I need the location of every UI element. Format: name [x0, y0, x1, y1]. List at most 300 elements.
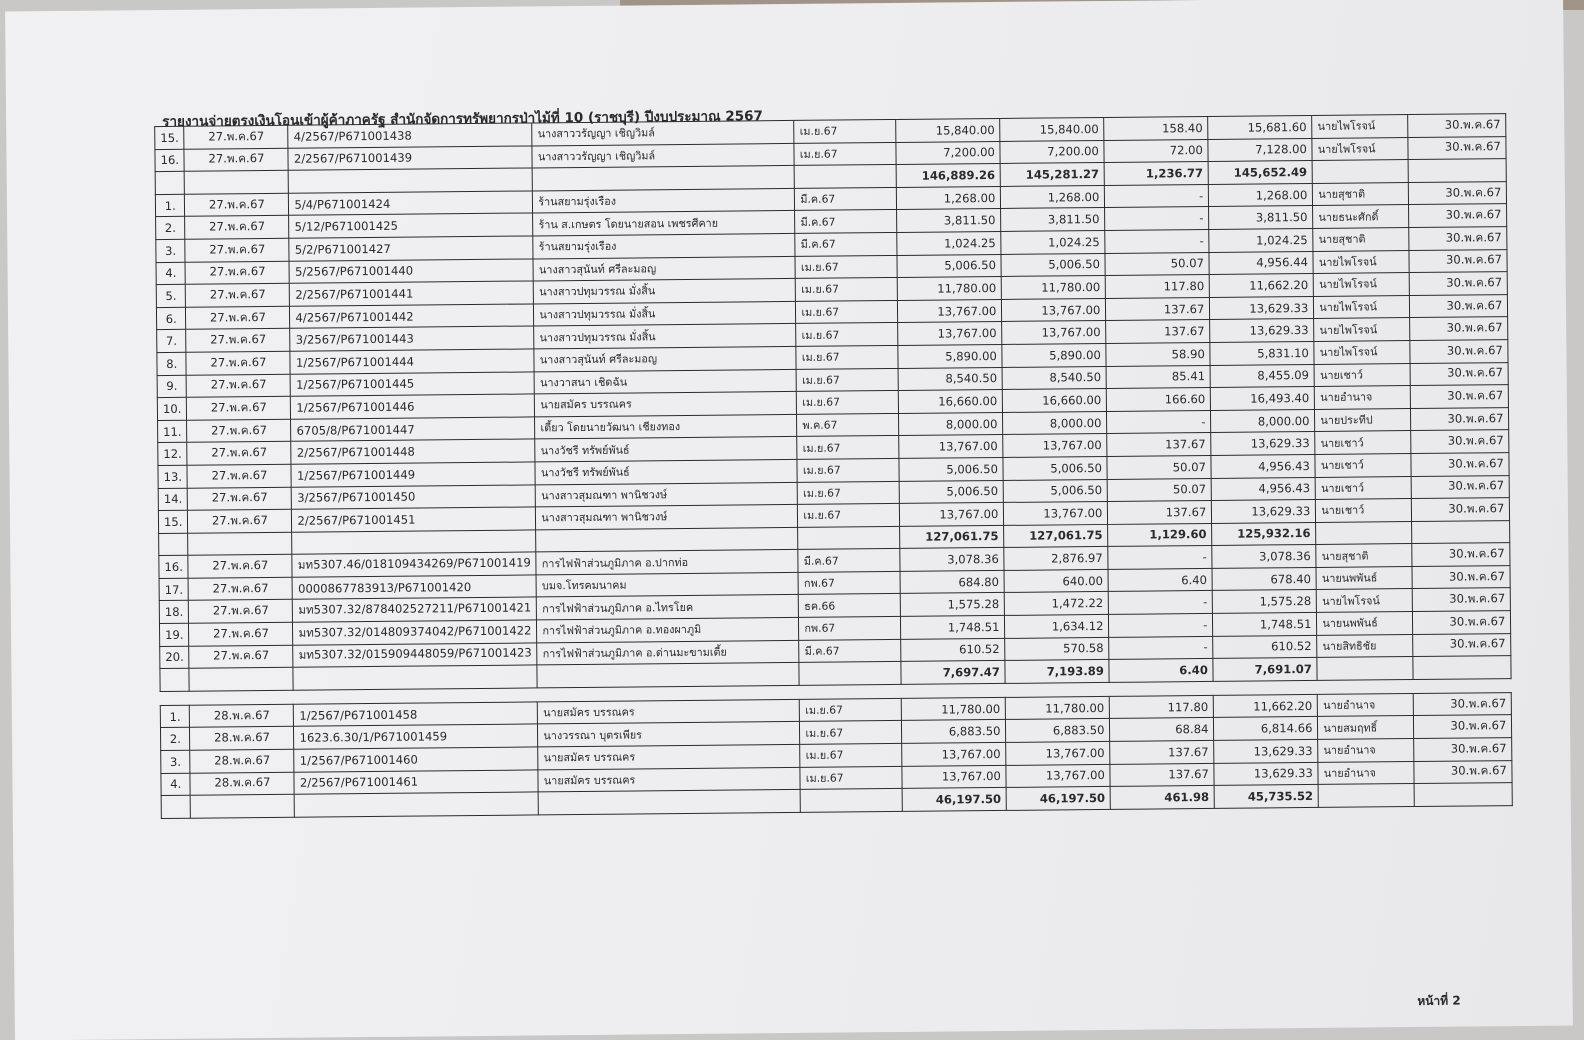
billing-month-cell: เม.ย.67	[800, 721, 902, 745]
withholding-tax-cell: -	[1109, 613, 1213, 637]
paid-amount-cell: 4,956.43	[1211, 454, 1315, 478]
gross-amount-cell: 1,024.25	[897, 231, 1001, 255]
reference-number-cell: มท5307.32/014809374042/P671001422	[293, 620, 537, 645]
subtotal-transfer-date-cell	[185, 170, 289, 194]
gross-amount-cell: 684.80	[900, 570, 1004, 594]
net-amount-cell: 11,780.00	[1002, 276, 1106, 300]
gross-amount-cell: 5,006.50	[899, 457, 1003, 481]
row-number-cell: 6.	[156, 307, 186, 330]
transfer-date-cell: 27.พ.ค.67	[184, 148, 288, 172]
gross-amount-cell: 1,748.51	[901, 615, 1005, 639]
reference-number-cell: 5/4/P671001424	[289, 191, 533, 216]
gross-amount-cell: 1,575.28	[901, 593, 1005, 617]
billing-month-cell: เม.ย.67	[794, 119, 896, 143]
subtotal-withholding-tax-cell: 6.40	[1109, 659, 1213, 683]
reference-number-cell: 5/12/P671001425	[289, 213, 533, 238]
transfer-date-cell: 27.พ.ค.67	[185, 261, 289, 285]
officer-name-cell: นายไพโรจน์	[1314, 295, 1410, 319]
reference-number-cell: 4/2567/P671001438	[288, 123, 532, 148]
payment-table	[154, 113, 1513, 819]
billing-month-cell: มี.ค.67	[795, 232, 897, 256]
payment-date-cell: 30.พ.ค.67	[1413, 633, 1511, 657]
payment-date-cell: 30.พ.ค.67	[1412, 543, 1510, 567]
payment-date-cell: 30.พ.ค.67	[1414, 760, 1512, 784]
subtotal-reference-number-cell	[292, 530, 536, 555]
withholding-tax-cell: 50.07	[1107, 455, 1211, 479]
net-amount-cell: 5,006.50	[1001, 253, 1105, 277]
subtotal-net-amount-cell: 145,281.27	[1000, 163, 1104, 187]
reference-number-cell: 1/2567/P671001444	[290, 349, 534, 374]
vendor-name-cell: นางสาวสุมณฑา พานิชวงษ์	[536, 482, 798, 507]
subtotal-payment-date-cell	[1413, 656, 1511, 680]
vendor-name-cell: นางวัชรี ทรัพย์พันธ์	[535, 437, 797, 462]
payment-date-cell: 30.พ.ค.67	[1410, 317, 1508, 341]
withholding-tax-cell: -	[1105, 207, 1209, 231]
subtotal-officer-name-cell	[1317, 657, 1413, 681]
withholding-tax-cell: -	[1109, 636, 1213, 660]
officer-name-cell: นายเชาว์	[1316, 499, 1412, 523]
transfer-date-cell: 27.พ.ค.67	[187, 419, 291, 443]
subtotal-vendor-name-cell	[539, 790, 801, 815]
reference-number-cell: มท5307.46/018109434269/P671001419	[292, 552, 536, 577]
gross-amount-cell: 610.52	[901, 638, 1005, 662]
transfer-date-cell: 27.พ.ค.67	[186, 329, 290, 353]
payment-date-cell: 30.พ.ค.67	[1410, 294, 1508, 318]
subtotal-officer-name-cell	[1316, 521, 1412, 545]
billing-month-cell: เม.ย.67	[797, 391, 899, 415]
payment-date-cell: 30.พ.ค.67	[1408, 114, 1506, 138]
payment-date-cell: 30.พ.ค.67	[1413, 611, 1511, 635]
subtotal-gross-amount-cell: 127,061.75	[900, 525, 1004, 549]
row-number-cell: 5.	[156, 284, 186, 307]
withholding-tax-cell: 137.67	[1110, 740, 1214, 764]
transfer-date-cell: 28.พ.ค.67	[190, 772, 294, 796]
net-amount-cell: 1,472.22	[1005, 592, 1109, 616]
transfer-date-cell: 28.พ.ค.67	[190, 704, 294, 728]
subtotal-withholding-tax-cell: 1,129.60	[1108, 523, 1212, 547]
billing-month-cell: มี.ค.67	[799, 639, 901, 663]
withholding-tax-cell: -	[1108, 546, 1212, 570]
row-number-cell: 8.	[157, 352, 187, 375]
net-amount-cell: 8,540.50	[1002, 366, 1106, 390]
reference-number-cell: 2/2567/P671001439	[288, 146, 532, 171]
subtotal-row-number-cell	[161, 795, 191, 818]
gross-amount-cell: 3,078.36	[900, 548, 1004, 572]
payment-date-cell: 30.พ.ค.67	[1411, 385, 1509, 409]
payment-date-cell: 30.พ.ค.67	[1412, 565, 1510, 589]
gross-amount-cell: 5,006.50	[897, 254, 1001, 278]
transfer-date-cell: 27.พ.ค.67	[188, 509, 292, 533]
subtotal-reference-number-cell	[293, 665, 537, 690]
officer-name-cell: นายเชาว์	[1314, 363, 1410, 387]
paid-amount-cell: 6,814.66	[1214, 717, 1318, 741]
payment-date-cell: 30.พ.ค.67	[1409, 204, 1507, 228]
report-title: รายงานจ่ายตรงเงินโอนเข้าผู้ค้าภาครัฐ สำนักจัดการทรัพยากรป่าไม้ที่ 10 (ราชบุรี) ปีงบประมาณ 2567	[162, 108, 763, 130]
subtotal-gross-amount-cell: 146,889.26	[896, 164, 1000, 188]
officer-name-cell: นายสุชาติ	[1313, 182, 1409, 206]
subtotal-payment-date-cell	[1408, 159, 1506, 183]
subtotal-transfer-date-cell	[191, 794, 295, 818]
transfer-date-cell: 27.พ.ค.67	[187, 396, 291, 420]
vendor-name-cell: การไฟฟ้าส่วนภูมิภาค อ.ปากท่อ	[536, 550, 798, 575]
subtotal-net-amount-cell: 7,193.89	[1005, 660, 1109, 684]
withholding-tax-cell: 137.67	[1106, 297, 1210, 321]
subtotal-billing-month-cell	[798, 526, 900, 550]
billing-month-cell: มี.ค.67	[795, 187, 897, 211]
transfer-date-cell: 27.พ.ค.67	[188, 577, 292, 601]
row-number-cell: 3.	[161, 750, 191, 773]
net-amount-cell: 5,890.00	[1002, 343, 1106, 367]
transfer-date-cell: 27.พ.ค.67	[188, 555, 292, 579]
payment-date-cell: 30.พ.ค.67	[1411, 430, 1509, 454]
document-page	[5, 0, 1573, 1040]
withholding-tax-cell: -	[1105, 229, 1209, 253]
vendor-name-cell: นายสมัคร บรรณคร	[538, 744, 800, 769]
officer-name-cell: นายเชาว์	[1315, 453, 1411, 477]
reference-number-cell: มท5307.32/878402527211/P671001421	[293, 597, 537, 622]
reference-number-cell: 2/2567/P671001461	[294, 770, 538, 795]
withholding-tax-cell: 137.67	[1108, 501, 1212, 525]
reference-number-cell: 5/2/P671001427	[289, 236, 533, 261]
payment-date-cell: 30.พ.ค.67	[1410, 340, 1508, 364]
reference-number-cell: 1/2567/P671001446	[291, 394, 535, 419]
transfer-date-cell: 27.พ.ค.67	[187, 374, 291, 398]
net-amount-cell: 5,006.50	[1003, 456, 1107, 480]
vendor-name-cell: นางสาวสุนันท์ ศรีละมอญ	[533, 256, 795, 281]
subtotal-payment-date-cell	[1412, 520, 1510, 544]
billing-month-cell: มี.ค.67	[795, 210, 897, 234]
transfer-date-cell: 28.พ.ค.67	[190, 727, 294, 751]
reference-number-cell: มท5307.32/015909448059/P671001423	[293, 643, 537, 668]
officer-name-cell: นายสิทธิชัย	[1317, 634, 1413, 658]
net-amount-cell: 1,634.12	[1005, 614, 1109, 638]
officer-name-cell: นายอำนาจ	[1318, 761, 1414, 785]
paid-amount-cell: 678.40	[1212, 567, 1316, 591]
row-number-cell: 3.	[156, 239, 186, 262]
net-amount-cell: 7,200.00	[1000, 140, 1104, 164]
vendor-name-cell: นางสาววรัญญา เชิญวิมล์	[532, 143, 794, 168]
net-amount-cell: 1,268.00	[1001, 185, 1105, 209]
officer-name-cell: นายไพโรจน์	[1314, 273, 1410, 297]
officer-name-cell: นายธนะศักดิ์	[1313, 205, 1409, 229]
subtotal-billing-month-cell	[800, 789, 902, 813]
officer-name-cell: นายประทีป	[1315, 408, 1411, 432]
payment-date-cell: 30.พ.ค.67	[1409, 227, 1507, 251]
subtotal-paid-amount-cell: 45,735.52	[1214, 785, 1318, 809]
officer-name-cell: นายไพโรจน์	[1312, 115, 1408, 139]
paid-amount-cell: 16,493.40	[1211, 387, 1315, 411]
subtotal-paid-amount-cell: 125,932.16	[1212, 522, 1316, 546]
vendor-name-cell: นางสาวสุมณฑา พานิชวงษ์	[536, 505, 798, 530]
gross-amount-cell: 13,767.00	[898, 322, 1002, 346]
paid-amount-cell: 13,629.33	[1214, 739, 1318, 763]
net-amount-cell: 13,767.00	[1006, 741, 1110, 765]
net-amount-cell: 5,006.50	[1004, 479, 1108, 503]
net-amount-cell: 570.58	[1005, 637, 1109, 661]
paid-amount-cell: 5,831.10	[1210, 341, 1314, 365]
vendor-name-cell: นางวาสนา เชิดฉัน	[534, 369, 796, 394]
net-amount-cell: 2,876.97	[1004, 547, 1108, 571]
billing-month-cell: เม.ย.67	[795, 255, 897, 279]
vendor-name-cell: ร้าน ส.เกษตร โดยนายสอน เพชรศีคาย	[533, 211, 795, 236]
subtotal-reference-number-cell	[295, 792, 539, 817]
vendor-name-cell: ร้านสยามรุ่งเรือง	[533, 188, 795, 213]
paid-amount-cell: 1,268.00	[1209, 183, 1313, 207]
subtotal-reference-number-cell	[289, 168, 533, 193]
subtotal-paid-amount-cell: 145,652.49	[1208, 161, 1312, 185]
page-number: หน้าที่ 2	[1417, 993, 1461, 1008]
row-number-cell: 11.	[158, 420, 188, 443]
gross-amount-cell: 16,660.00	[899, 390, 1003, 414]
withholding-tax-cell: -	[1107, 410, 1211, 434]
billing-month-cell: พ.ค.67	[797, 413, 899, 437]
gross-amount-cell: 3,811.50	[897, 209, 1001, 233]
paid-amount-cell: 4,956.44	[1209, 251, 1313, 275]
paid-amount-cell: 11,662.20	[1214, 694, 1318, 718]
officer-name-cell: นายสุชาติ	[1313, 228, 1409, 252]
transfer-date-cell: 27.พ.ค.67	[186, 306, 290, 330]
subtotal-gross-amount-cell: 46,197.50	[902, 788, 1006, 812]
vendor-name-cell: การไฟฟ้าส่วนภูมิภาค อ.ไทรโยค	[537, 595, 799, 620]
gross-amount-cell: 8,000.00	[899, 412, 1003, 436]
paid-amount-cell: 15,681.60	[1208, 115, 1312, 139]
officer-name-cell: นายอำนาจ	[1318, 693, 1414, 717]
payment-date-cell: 30.พ.ค.67	[1414, 692, 1512, 716]
paid-amount-cell: 1,575.28	[1213, 590, 1317, 614]
reference-number-cell: 1/2567/P671001445	[291, 371, 535, 396]
withholding-tax-cell: 137.67	[1110, 763, 1214, 787]
withholding-tax-cell: 137.67	[1107, 433, 1211, 457]
gross-amount-cell: 13,767.00	[899, 435, 1003, 459]
gross-amount-cell: 11,780.00	[898, 277, 1002, 301]
transfer-date-cell: 27.พ.ค.67	[186, 283, 290, 307]
officer-name-cell: นายไพโรจน์	[1313, 250, 1409, 274]
officer-name-cell: นายสมฤทธิ์	[1318, 716, 1414, 740]
paid-amount-cell: 1,748.51	[1213, 613, 1317, 637]
payment-date-cell: 30.พ.ค.67	[1411, 452, 1509, 476]
vendor-name-cell: นายสมัคร บรรณคร	[538, 767, 800, 792]
paid-amount-cell: 8,000.00	[1211, 409, 1315, 433]
subtotal-paid-amount-cell: 7,691.07	[1213, 658, 1317, 682]
vendor-name-cell: นางสาววรัญญา เชิญวิมล์	[532, 120, 794, 145]
row-number-cell: 16.	[155, 149, 185, 172]
transfer-date-cell: 27.พ.ค.67	[189, 622, 293, 646]
transfer-date-cell: 27.พ.ค.67	[186, 351, 290, 375]
payment-date-cell: 30.พ.ค.67	[1414, 738, 1512, 762]
reference-number-cell: 4/2567/P671001442	[290, 304, 534, 329]
subtotal-row-number-cell	[159, 533, 189, 556]
paid-amount-cell: 3,811.50	[1209, 206, 1313, 230]
withholding-tax-cell: 137.67	[1106, 320, 1210, 344]
payment-date-cell: 30.พ.ค.67	[1411, 407, 1509, 431]
paid-amount-cell: 13,629.33	[1214, 762, 1318, 786]
billing-month-cell: เม.ย.67	[796, 345, 898, 369]
row-number-cell: 2.	[160, 728, 190, 751]
subtotal-billing-month-cell	[795, 165, 897, 189]
withholding-tax-cell: -	[1105, 184, 1209, 208]
paid-amount-cell: 3,078.36	[1212, 545, 1316, 569]
subtotal-net-amount-cell: 127,061.75	[1004, 524, 1108, 548]
officer-name-cell: นายอำนาจ	[1318, 739, 1414, 763]
reference-number-cell: 1/2567/P671001460	[294, 747, 538, 772]
net-amount-cell: 8,000.00	[1003, 411, 1107, 435]
transfer-date-cell: 27.พ.ค.67	[184, 125, 288, 149]
subtotal-gross-amount-cell: 7,697.47	[901, 661, 1005, 685]
gross-amount-cell: 13,767.00	[902, 765, 1006, 789]
paid-amount-cell: 13,629.33	[1212, 500, 1316, 524]
officer-name-cell: นายอำนาจ	[1315, 386, 1411, 410]
billing-month-cell: เม.ย.67	[800, 743, 902, 767]
withholding-tax-cell: 72.00	[1104, 139, 1208, 163]
vendor-name-cell: นางสาวปทุมวรรณ มั่งสิ้น	[534, 324, 796, 349]
billing-month-cell: เม.ย.67	[796, 323, 898, 347]
payment-date-cell: 30.พ.ค.67	[1412, 475, 1510, 499]
billing-month-cell: กพ.67	[799, 616, 901, 640]
officer-name-cell: นายไพโรจน์	[1317, 589, 1413, 613]
subtotal-withholding-tax-cell: 1,236.77	[1104, 162, 1208, 186]
transfer-date-cell: 27.พ.ค.67	[185, 238, 289, 262]
billing-month-cell: เม.ย.67	[797, 436, 899, 460]
officer-name-cell: นายสุชาติ	[1316, 544, 1412, 568]
vendor-name-cell: การไฟฟ้าส่วนภูมิภาค อ.ทองผาภูมิ	[537, 617, 799, 642]
withholding-tax-cell: 50.07	[1108, 478, 1212, 502]
billing-month-cell: เม.ย.67	[796, 278, 898, 302]
payment-table-body	[155, 114, 1513, 819]
billing-month-cell: เม.ย.67	[796, 368, 898, 392]
paid-amount-cell: 4,956.43	[1212, 477, 1316, 501]
reference-number-cell: 0000867783913/P671001420	[292, 575, 536, 600]
billing-month-cell: กพ.67	[798, 571, 900, 595]
billing-month-cell: เม.ย.67	[800, 698, 902, 722]
vendor-name-cell: นายสมัคร บรรณคร	[538, 699, 800, 724]
vendor-name-cell: นางสาวปทุมวรรณ มั่งสิ้น	[534, 279, 796, 304]
net-amount-cell: 640.00	[1004, 569, 1108, 593]
payment-date-cell: 30.พ.ค.67	[1409, 181, 1507, 205]
billing-month-cell: มี.ค.67	[798, 549, 900, 573]
gross-amount-cell: 8,540.50	[898, 367, 1002, 391]
withholding-tax-cell: 117.80	[1106, 275, 1210, 299]
reference-number-cell: 2/2567/P671001451	[292, 507, 536, 532]
row-number-cell: 15.	[158, 510, 188, 533]
transfer-date-cell: 27.พ.ค.67	[188, 487, 292, 511]
row-number-cell: 4.	[156, 262, 186, 285]
row-number-cell: 2.	[156, 217, 186, 240]
net-amount-cell: 6,883.50	[1006, 719, 1110, 743]
row-number-cell: 14.	[158, 488, 188, 511]
net-amount-cell: 11,780.00	[1006, 696, 1110, 720]
row-number-cell: 15.	[155, 126, 185, 149]
row-number-cell: 19.	[159, 623, 189, 646]
payment-date-cell: 30.พ.ค.67	[1412, 498, 1510, 522]
row-number-cell: 16.	[159, 556, 189, 579]
vendor-name-cell: บมจ.โทรคมนาคม	[536, 572, 798, 597]
billing-month-cell: เม.ย.67	[797, 458, 899, 482]
subtotal-row-number-cell	[155, 171, 185, 194]
transfer-date-cell: 27.พ.ค.67	[187, 464, 291, 488]
net-amount-cell: 13,767.00	[1004, 502, 1108, 526]
net-amount-cell: 13,767.00	[1003, 434, 1107, 458]
subtotal-transfer-date-cell	[189, 668, 293, 692]
withholding-tax-cell: 50.07	[1105, 252, 1209, 276]
payment-date-cell: 30.พ.ค.67	[1409, 249, 1507, 273]
row-number-cell: 9.	[157, 375, 187, 398]
withholding-tax-cell: 158.40	[1104, 116, 1208, 140]
officer-name-cell: นายนพพันธ์	[1316, 566, 1412, 590]
transfer-date-cell: 28.พ.ค.67	[190, 749, 294, 773]
subtotal-billing-month-cell	[799, 662, 901, 686]
reference-number-cell: 2/2567/P671001441	[290, 281, 534, 306]
paid-amount-cell: 13,629.33	[1210, 296, 1314, 320]
paid-amount-cell: 610.52	[1213, 635, 1317, 659]
transfer-date-cell: 27.พ.ค.67	[187, 442, 291, 466]
paid-amount-cell: 8,455.09	[1210, 364, 1314, 388]
billing-month-cell: ธค.66	[799, 594, 901, 618]
subtotal-vendor-name-cell	[533, 166, 795, 191]
vendor-name-cell: การไฟฟ้าส่วนภูมิภาค อ.ด่านมะขามเตี้ย	[537, 640, 799, 665]
paid-amount-cell: 7,128.00	[1208, 138, 1312, 162]
row-number-cell: 17.	[159, 578, 189, 601]
paid-amount-cell: 13,629.33	[1210, 319, 1314, 343]
gross-amount-cell: 13,767.00	[900, 503, 1004, 527]
transfer-date-cell: 27.พ.ค.67	[189, 645, 293, 669]
subtotal-withholding-tax-cell: 461.98	[1110, 786, 1214, 810]
row-number-cell: 10.	[157, 397, 187, 420]
gross-amount-cell: 13,767.00	[898, 299, 1002, 323]
payment-date-cell: 30.พ.ค.67	[1410, 362, 1508, 386]
subtotal-row-number-cell	[160, 669, 190, 692]
gross-amount-cell: 6,883.50	[902, 720, 1006, 744]
officer-name-cell: นายเชาว์	[1316, 476, 1412, 500]
row-number-cell: 4.	[161, 773, 191, 796]
officer-name-cell: นายไพโรจน์	[1312, 137, 1408, 161]
vendor-name-cell: นางสาวสุนันท์ ศรีละมอญ	[534, 346, 796, 371]
net-amount-cell: 15,840.00	[1000, 117, 1104, 141]
vendor-name-cell: นางสาวปทุมวรรณ มั่งสิ้น	[534, 301, 796, 326]
reference-number-cell: 2/2567/P671001448	[291, 439, 535, 464]
row-number-cell: 1.	[160, 705, 190, 728]
payment-date-cell: 30.พ.ค.67	[1414, 715, 1512, 739]
gross-amount-cell: 5,006.50	[900, 480, 1004, 504]
subtotal-officer-name-cell	[1318, 784, 1414, 808]
billing-month-cell: เม.ย.67	[798, 481, 900, 505]
subtotal-vendor-name-cell	[537, 663, 799, 688]
reference-number-cell: 5/2567/P671001440	[289, 259, 533, 284]
withholding-tax-cell: 58.90	[1106, 342, 1210, 366]
row-number-cell: 13.	[158, 465, 188, 488]
subtotal-officer-name-cell	[1312, 160, 1408, 184]
vendor-name-cell: เตี้ยว โดยนายวัฒนา เชียงทอง	[535, 414, 797, 439]
officer-name-cell: นายไพโรจน์	[1314, 340, 1410, 364]
reference-number-cell: 1/2567/P671001458	[294, 702, 538, 727]
row-number-cell: 20.	[160, 646, 190, 669]
vendor-name-cell: นางวรรณา บุตรเพียร	[538, 722, 800, 747]
gross-amount-cell: 11,780.00	[902, 697, 1006, 721]
reference-number-cell: 3/2567/P671001450	[292, 484, 536, 509]
transfer-date-cell: 27.พ.ค.67	[185, 193, 289, 217]
payment-date-cell: 30.พ.ค.67	[1413, 588, 1511, 612]
billing-month-cell: เม.ย.67	[800, 766, 902, 790]
withholding-tax-cell: 68.84	[1110, 718, 1214, 742]
vendor-name-cell: นายสมัคร บรรณคร	[535, 392, 797, 417]
row-number-cell: 7.	[157, 330, 187, 353]
withholding-tax-cell: 6.40	[1108, 568, 1212, 592]
subtotal-payment-date-cell	[1414, 783, 1512, 807]
gross-amount-cell: 1,268.00	[897, 186, 1001, 210]
officer-name-cell: นายนพพันธ์	[1317, 612, 1413, 636]
reference-number-cell: 6705/8/P671001447	[291, 417, 535, 442]
net-amount-cell: 3,811.50	[1001, 208, 1105, 232]
officer-name-cell: นายเชาว์	[1315, 431, 1411, 455]
